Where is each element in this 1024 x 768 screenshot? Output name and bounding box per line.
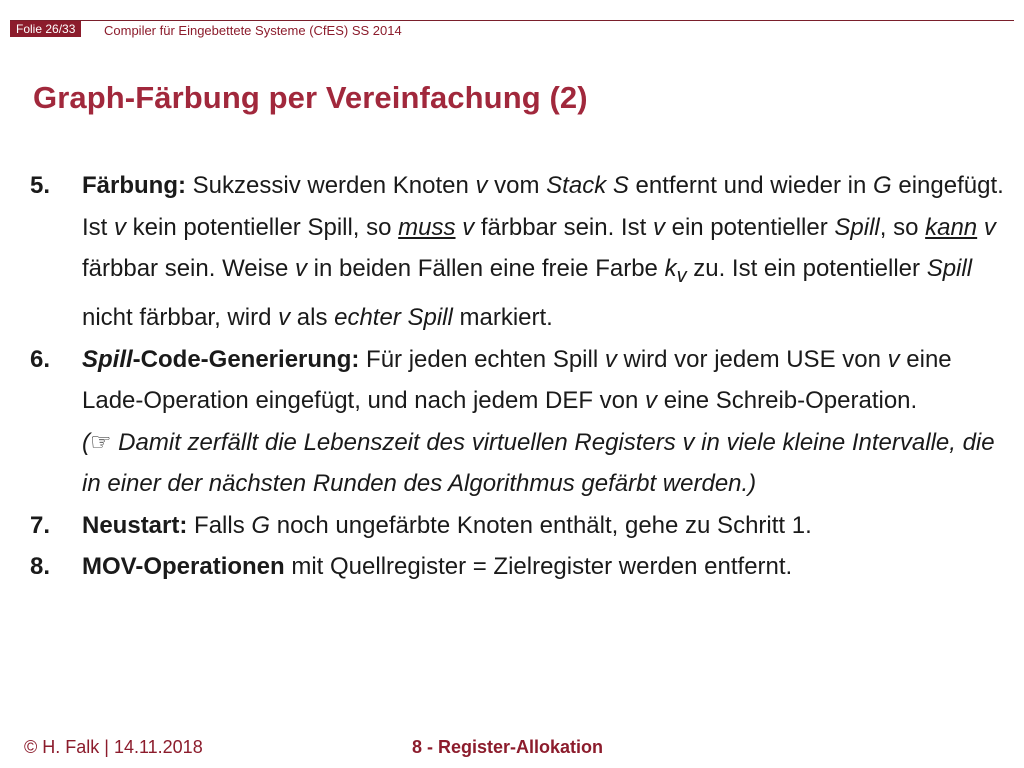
text: eine Schreib-Operation. bbox=[657, 387, 918, 415]
text: färbbar sein. Ist bbox=[474, 213, 653, 241]
text: noch ungefärbte Knoten enthält, gehe zu Schritt 1. bbox=[270, 511, 812, 539]
slide-number-badge: Folie 26/33 bbox=[10, 21, 81, 37]
text: zu. Ist ein potentieller bbox=[686, 255, 927, 282]
item-number: 6. bbox=[30, 345, 51, 373]
text: markiert. bbox=[452, 304, 553, 332]
item-number: 5. bbox=[30, 172, 51, 199]
text: als bbox=[290, 304, 335, 332]
pointing-hand-icon: ☞ bbox=[90, 428, 112, 456]
text: Sukzessiv werden Knoten bbox=[185, 172, 476, 199]
var-v: v bbox=[645, 387, 658, 415]
header-rule bbox=[10, 20, 1014, 21]
spill-term: Spill bbox=[82, 345, 133, 373]
stack-term: Stack S bbox=[546, 172, 629, 199]
note-text: Damit zerfällt die Lebenszeit des virtuellen Registers v in viele kleine Intervalle, die in einer der nächsten Runden des Algorithmus gefärbt werden.) bbox=[82, 428, 995, 498]
text: vom bbox=[487, 172, 547, 199]
var-v: v bbox=[462, 213, 475, 241]
slide-title: Graph-Färbung per Vereinfachung (2) bbox=[33, 80, 588, 115]
text: Für jeden echten Spill bbox=[359, 345, 605, 373]
item-heading: MOV-Operationen bbox=[82, 553, 285, 581]
text: färbbar sein. Weise bbox=[82, 255, 295, 282]
text: mit Quellregister = Zielregister werden entfernt. bbox=[284, 553, 793, 581]
var-g: G bbox=[873, 172, 892, 199]
var-v: v bbox=[278, 304, 291, 332]
spill-term: Spill bbox=[926, 255, 973, 282]
course-title: Compiler für Eingebettete Systeme (CfES) SS 2014 bbox=[104, 23, 402, 38]
footer-author-date: © H. Falk | 14.11.2018 bbox=[24, 737, 203, 757]
spill-term: Spill bbox=[834, 213, 880, 241]
var-k: k bbox=[664, 255, 677, 282]
slide-content bbox=[30, 165, 1005, 588]
text: wird vor jedem USE von bbox=[616, 345, 888, 373]
text: nicht färbbar, wird bbox=[82, 304, 279, 332]
var-v: v bbox=[475, 172, 488, 199]
var-v: v bbox=[983, 213, 996, 241]
heading-rest: -Code-Generierung: bbox=[132, 345, 360, 373]
item-number: 7. bbox=[30, 511, 51, 539]
text bbox=[977, 214, 984, 241]
text: ein potentieller bbox=[664, 213, 835, 241]
echter-spill-term: echter Spill bbox=[334, 304, 453, 332]
var-v: v bbox=[295, 255, 307, 282]
list-item-5 bbox=[30, 165, 1005, 339]
list-item-6 bbox=[30, 339, 1005, 505]
var-v: v bbox=[887, 345, 900, 373]
text: entfernt und wieder in bbox=[628, 172, 874, 199]
text: eingefügt. Ist bbox=[82, 172, 1004, 241]
text: Falls bbox=[187, 511, 252, 539]
text: in beiden Fällen eine freie Farbe bbox=[307, 255, 665, 282]
text: kein potentieller Spill, so bbox=[126, 213, 399, 241]
item-heading: Neustart: bbox=[82, 511, 188, 539]
note-paren: ( bbox=[82, 428, 90, 456]
footer-chapter: 8 - Register-Allokation bbox=[412, 737, 604, 757]
item-heading: Färbung: bbox=[82, 172, 186, 199]
text: , so bbox=[879, 213, 926, 241]
item-heading bbox=[82, 346, 359, 373]
text: eine Lade-Operation eingefügt, und nach jedem DEF von bbox=[82, 345, 952, 415]
list-item-7 bbox=[30, 505, 1005, 547]
var-v: v bbox=[652, 213, 665, 241]
var-v: v bbox=[114, 213, 127, 241]
list-item-8 bbox=[30, 546, 1005, 588]
emph-kann: kann bbox=[925, 213, 978, 241]
emph-muss: muss bbox=[398, 213, 456, 241]
subscript-v: v bbox=[676, 264, 687, 287]
var-g: G bbox=[251, 511, 271, 539]
item-number: 8. bbox=[30, 553, 51, 581]
note bbox=[82, 429, 995, 498]
var-v: v bbox=[604, 345, 617, 373]
